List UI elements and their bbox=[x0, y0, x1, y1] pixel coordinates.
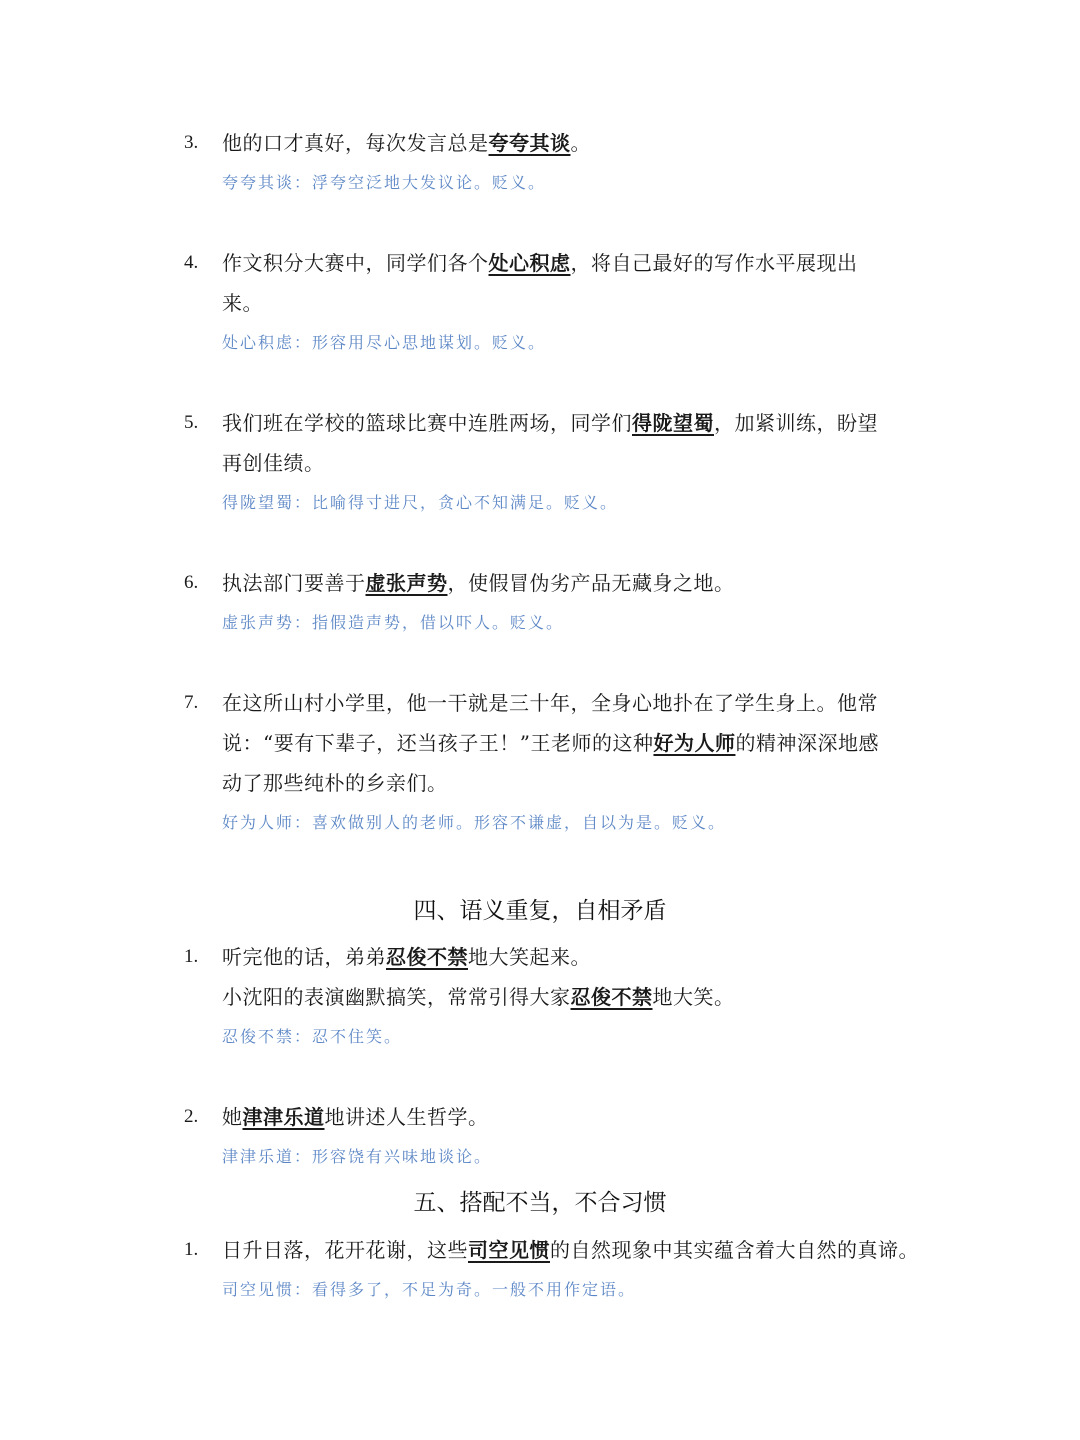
sentence-text: 说：“要有下辈子，还当孩子王！”王老师的这种 bbox=[222, 731, 654, 755]
idiom-highlight: 得陇望蜀 bbox=[632, 411, 714, 435]
idiom-highlight: 津津乐道 bbox=[242, 1105, 325, 1129]
sentence-text: 听完他的话，弟弟 bbox=[222, 945, 386, 969]
idiom-highlight: 虚张声势 bbox=[365, 571, 448, 595]
section-heading: 五、搭配不当，不合习惯 bbox=[413, 1190, 667, 1216]
item-number: 3. bbox=[184, 132, 199, 153]
idiom-explanation: 忍俊不禁：忍不住笑。 bbox=[222, 1027, 403, 1046]
idiom-explanation: 司空见惯：看得多了，不足为奇。一般不用作定语。 bbox=[222, 1280, 637, 1299]
sentence-text: 小沈阳的表演幽默搞笑，常常引得大家 bbox=[222, 985, 571, 1009]
idiom-highlight: 忍俊不禁 bbox=[570, 985, 653, 1009]
sentence-text: 执法部门要善于 bbox=[222, 571, 366, 595]
sentence-line bbox=[222, 243, 858, 283]
idiom-explanation: 处心积虑：形容用尽心思地谋划。贬义。 bbox=[222, 333, 547, 352]
sentence-line: 动了那些纯朴的乡亲们。 bbox=[222, 771, 448, 795]
sentence-line bbox=[222, 563, 735, 603]
idiom-highlight: 夸夸其谈 bbox=[488, 131, 571, 155]
sentence-text: 他的口才真好，每次发言总是 bbox=[222, 131, 489, 155]
sentence-text: ，加紧训练，盼望 bbox=[714, 411, 878, 435]
sentence-line bbox=[222, 1097, 489, 1137]
item-number: 2. bbox=[184, 1106, 199, 1127]
sentence-text: 的精神深深地感 bbox=[735, 731, 879, 755]
idiom-explanation: 得陇望蜀：比喻得寸进尺，贪心不知满足。贬义。 bbox=[222, 493, 619, 512]
item-number: 4. bbox=[184, 252, 199, 273]
sentence-text: 日升日落，花开花谢，这些 bbox=[222, 1238, 468, 1262]
idiom-highlight: 好为人师 bbox=[653, 731, 736, 755]
item-number: 1. bbox=[184, 946, 199, 967]
sentence-text: 的自然现象中其实蕴含着大自然的真谛。 bbox=[550, 1238, 919, 1262]
section-heading: 四、语义重复，自相矛盾 bbox=[413, 898, 667, 924]
sentence-line bbox=[222, 123, 591, 163]
idiom-explanation: 虚张声势：指假造声势，借以吓人。贬义。 bbox=[222, 613, 565, 632]
idiom-explanation: 津津乐道：形容饶有兴味地谈论。 bbox=[222, 1147, 493, 1166]
sentence-text: 作文积分大赛中，同学们各个 bbox=[222, 251, 489, 275]
item-number: 6. bbox=[184, 572, 199, 593]
item-number: 5. bbox=[184, 412, 199, 433]
sentence-line bbox=[222, 723, 879, 763]
sentence-text: ，使假冒伪劣产品无藏身之地。 bbox=[447, 571, 735, 595]
sentence-line bbox=[222, 1230, 919, 1270]
sentence-text: 地讲述人生哲学。 bbox=[324, 1105, 489, 1129]
item-number: 1. bbox=[184, 1239, 199, 1260]
sentence-line: 在这所山村小学里，他一干就是三十年，全身心地扑在了学生身上。他常 bbox=[222, 691, 878, 715]
sentence-text: 。 bbox=[570, 131, 591, 155]
idiom-highlight: 忍俊不禁 bbox=[386, 945, 468, 969]
sentence-line bbox=[222, 977, 735, 1017]
sentence-text: 地大笑。 bbox=[652, 985, 735, 1009]
sentence-line: 来。 bbox=[222, 291, 263, 315]
sentence-line: 再创佳绩。 bbox=[222, 451, 325, 475]
sentence-line bbox=[222, 403, 878, 443]
sentence-line bbox=[222, 937, 591, 977]
item-number: 7. bbox=[184, 692, 199, 713]
idiom-highlight: 处心积虑 bbox=[488, 251, 571, 275]
sentence-text: ，将自己最好的写作水平展现出 bbox=[570, 251, 858, 275]
idiom-explanation: 好为人师：喜欢做别人的老师。形容不谦虚，自以为是。贬义。 bbox=[222, 813, 727, 832]
idiom-highlight: 司空见惯 bbox=[468, 1238, 550, 1262]
sentence-text: 她 bbox=[222, 1105, 243, 1129]
sentence-text: 我们班在学校的篮球比赛中连胜两场，同学们 bbox=[222, 411, 632, 435]
idiom-explanation: 夸夸其谈：浮夸空泛地大发议论。贬义。 bbox=[222, 173, 547, 192]
sentence-text: 地大笑起来。 bbox=[468, 945, 591, 969]
